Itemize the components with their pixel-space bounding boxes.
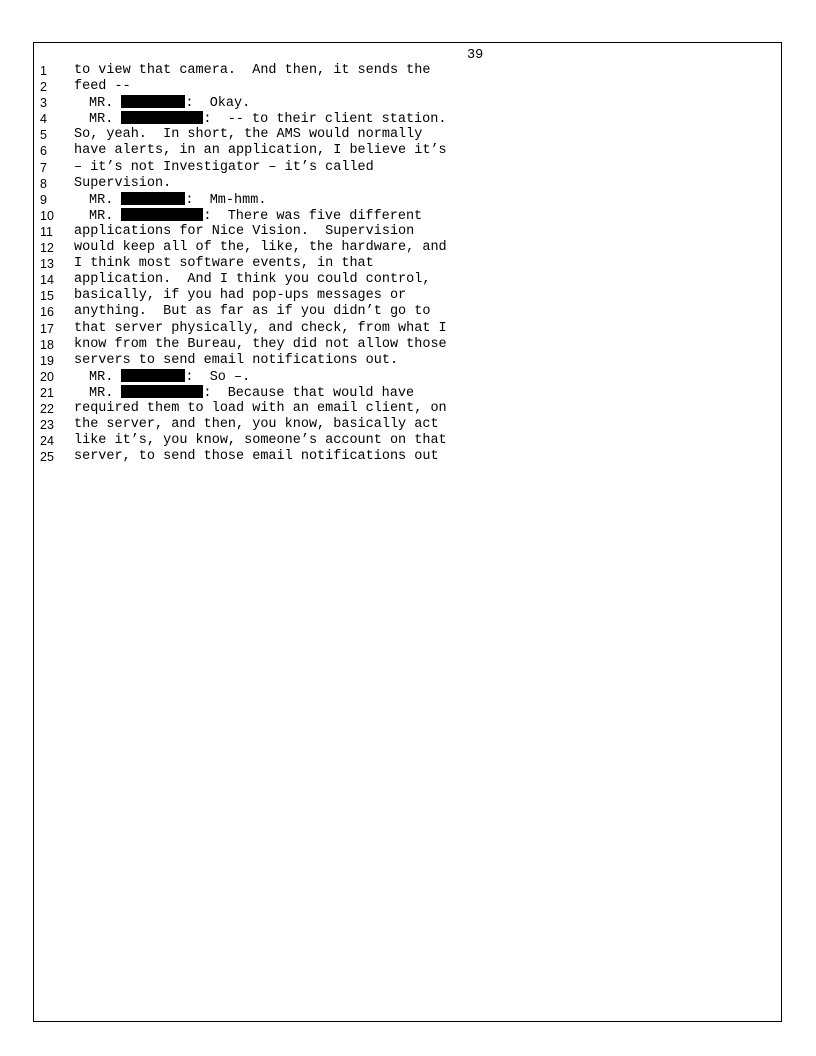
line-text: that server physically, and check, from what I	[74, 320, 447, 336]
line-text: feed --	[74, 79, 131, 95]
transcript-line	[40, 304, 740, 320]
speaker-line	[89, 385, 414, 402]
line-text: servers to send email notifications out.	[74, 352, 399, 368]
line-number: 14	[40, 273, 54, 288]
speaker-line	[89, 369, 250, 386]
transcript-line	[40, 127, 740, 143]
line-number: 18	[40, 337, 54, 352]
transcript-line	[40, 224, 740, 240]
line-number: 17	[40, 321, 54, 336]
line-number: 20	[40, 369, 54, 384]
transcript-line	[40, 79, 740, 95]
line-text: I think most software events, in that	[74, 256, 374, 272]
redaction-box	[121, 385, 203, 398]
speaker-line	[89, 208, 422, 225]
line-number: 6	[40, 144, 47, 159]
transcript-line	[40, 401, 740, 417]
line-number: 21	[40, 385, 54, 400]
speaker-prefix: MR.	[89, 192, 122, 208]
transcript-line	[40, 417, 740, 433]
line-number: 23	[40, 418, 54, 433]
line-text: anything. But as far as if you didn’t go to	[74, 304, 431, 320]
line-text: the server, and then, you know, basically act	[74, 417, 439, 433]
transcript-line	[40, 272, 740, 288]
line-text: required them to load with an email client, on	[74, 400, 447, 416]
line-text: know from the Bureau, they did not allow those	[74, 336, 447, 352]
speaker-line	[89, 111, 446, 128]
line-text: So, yeah. In short, the AMS would normally	[74, 127, 423, 143]
speaker-prefix: MR.	[89, 369, 122, 385]
line-number: 15	[40, 289, 54, 304]
speaker-text: : Because that would have	[203, 385, 415, 401]
line-number: 24	[40, 434, 54, 449]
transcript-line	[40, 176, 740, 192]
transcript-line	[40, 353, 740, 369]
line-text: server, to send those email notifications out	[74, 449, 439, 465]
transcript-line	[40, 256, 740, 272]
transcript-line	[40, 288, 740, 304]
transcript-line	[40, 321, 740, 337]
line-number: 22	[40, 401, 54, 416]
line-number: 3	[40, 96, 47, 111]
transcript-line	[40, 111, 740, 127]
line-text: basically, if you had pop-ups messages or	[74, 288, 407, 304]
line-number: 12	[40, 241, 54, 256]
transcript-line	[40, 208, 740, 224]
line-number: 11	[40, 224, 53, 239]
line-text: Supervision.	[74, 175, 172, 191]
line-text: have alerts, in an application, I believe it’s	[74, 143, 447, 159]
redaction-box	[121, 369, 185, 382]
transcript-line	[40, 433, 740, 449]
speaker-prefix: MR.	[89, 112, 122, 128]
speaker-text: : There was five different	[203, 208, 423, 224]
speaker-text: : So –.	[185, 369, 251, 385]
transcript-line	[40, 369, 740, 385]
transcript-body	[40, 63, 740, 465]
transcript-line	[40, 160, 740, 176]
speaker-line	[89, 95, 250, 112]
line-number: 13	[40, 257, 54, 272]
speaker-text: : Okay.	[185, 96, 251, 112]
transcript-line	[40, 449, 740, 465]
line-text: application. And I think you could control,	[74, 272, 431, 288]
line-number: 19	[40, 353, 54, 368]
redaction-box	[121, 95, 185, 108]
line-number: 7	[40, 160, 47, 175]
redaction-box	[121, 208, 203, 221]
line-text: like it’s, you know, someone’s account on that	[74, 433, 447, 449]
transcript-line	[40, 385, 740, 401]
transcript-line	[40, 95, 740, 111]
line-number: 2	[40, 80, 47, 95]
line-number: 1	[40, 64, 47, 78]
speaker-prefix: MR.	[89, 96, 122, 112]
line-number: 16	[40, 305, 54, 320]
line-number: 8	[40, 176, 47, 191]
line-number: 5	[40, 128, 47, 143]
transcript-line	[40, 63, 740, 79]
transcript-line	[40, 337, 740, 353]
line-text: applications for Nice Vision. Supervision	[74, 223, 415, 239]
line-text: to view that camera. And then, it sends the	[74, 63, 431, 78]
line-text: – it’s not Investigator – it’s called	[74, 159, 374, 175]
transcript-line	[40, 192, 740, 208]
transcript-line	[40, 143, 740, 159]
redaction-box	[121, 192, 185, 205]
speaker-prefix: MR.	[89, 208, 122, 224]
transcript-line	[40, 240, 740, 256]
redaction-box	[121, 111, 203, 124]
speaker-text: : Mm-hmm.	[185, 192, 267, 208]
line-number: 9	[40, 192, 47, 207]
line-number: 10	[40, 208, 54, 223]
speaker-prefix: MR.	[89, 385, 122, 401]
page-number: 39	[467, 48, 484, 63]
line-number: 25	[40, 450, 54, 465]
line-text: would keep all of the, like, the hardware, and	[74, 240, 447, 256]
line-number: 4	[40, 112, 47, 127]
speaker-line	[89, 192, 266, 209]
speaker-text: : -- to their client station.	[203, 112, 447, 128]
